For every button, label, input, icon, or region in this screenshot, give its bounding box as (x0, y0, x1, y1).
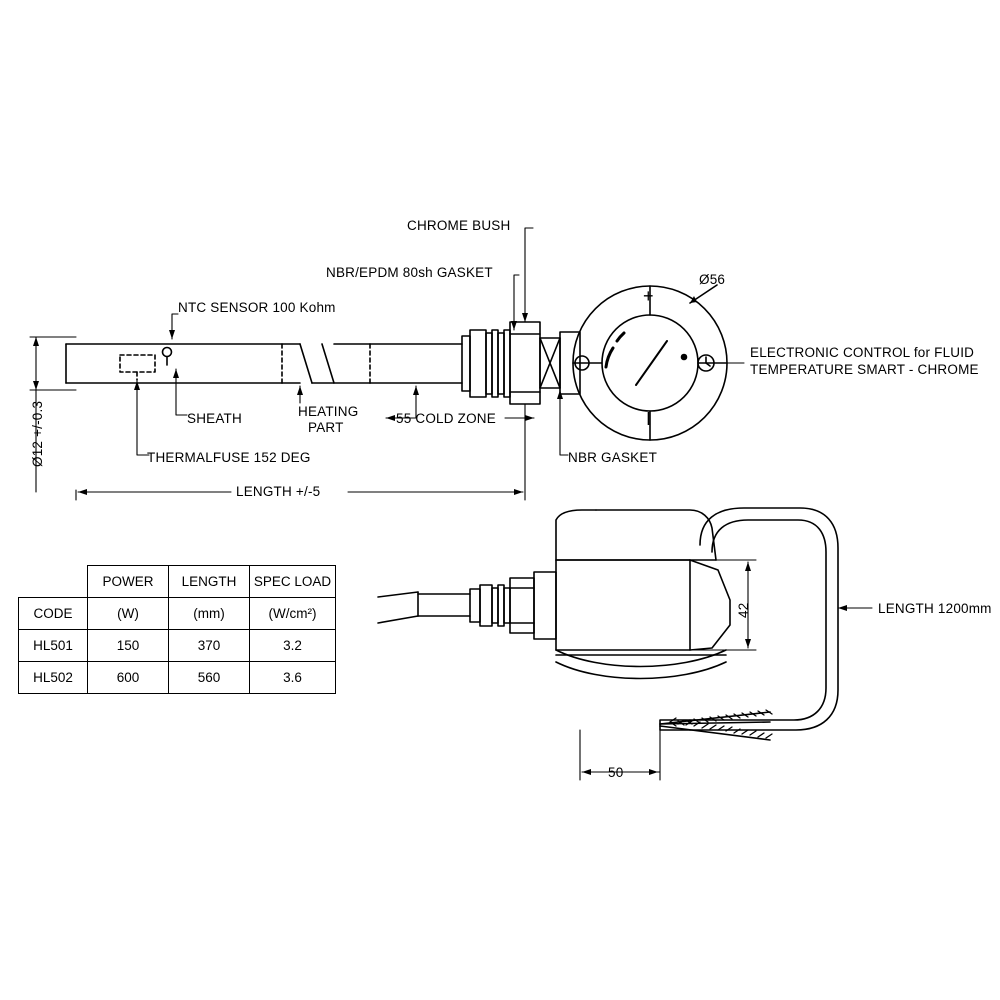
table-cell-code: CODE (19, 598, 88, 630)
knob-minus-icon: I (646, 409, 652, 429)
table-header-spec-load: SPEC LOAD (250, 566, 336, 598)
table-cell-length-unit: (mm) (169, 598, 250, 630)
label-length-tolerance: LENGTH +/-5 (236, 484, 321, 499)
table-cell-length-1: 560 (169, 662, 250, 694)
table-units-row (19, 598, 336, 630)
table-cell-length-0: 370 (169, 630, 250, 662)
label-dim-50: 50 (608, 765, 624, 780)
knob-plus-icon: + (643, 286, 654, 306)
label-nbr-epdm-gasket: NBR/EPDM 80sh GASKET (326, 265, 493, 280)
label-ntc-sensor: NTC SENSOR 100 Kohm (178, 300, 336, 315)
label-electronic-control-line1: ELECTRONIC CONTROL for FLUID (750, 345, 975, 360)
table-header-power: POWER (88, 566, 169, 598)
label-chrome-bush: CHROME BUSH (407, 218, 511, 233)
label-cable-length: LENGTH 1200mm (878, 601, 992, 616)
table-header-blank (19, 566, 88, 598)
label-heating-part-line1: HEATING (298, 404, 359, 419)
table-cell-spec-load-unit: (W/cm²) (250, 598, 336, 630)
label-sheath: SHEATH (187, 411, 242, 426)
label-thermalfuse: THERMALFUSE 152 DEG (147, 450, 311, 465)
label-dim-42: 42 (736, 602, 751, 618)
spec-table (18, 565, 336, 694)
table-cell-power-0: 150 (88, 630, 169, 662)
table-row (19, 662, 336, 694)
table-cell-power-unit: (W) (88, 598, 169, 630)
table-row (19, 630, 336, 662)
table-cell-code-0: HL501 (19, 630, 88, 662)
table-cell-spec-load-0: 3.2 (250, 630, 336, 662)
label-heating-part-line2: PART (308, 420, 344, 435)
table-cell-spec-load-1: 3.6 (250, 662, 336, 694)
table-cell-power-1: 600 (88, 662, 169, 694)
label-cold-zone: 55 COLD ZONE (396, 411, 496, 426)
table-cell-code-1: HL502 (19, 662, 88, 694)
table-header-row (19, 566, 336, 598)
label-diameter-56: Ø56 (699, 272, 726, 287)
table-header-length: LENGTH (169, 566, 250, 598)
label-diameter-12: Ø12 +/-0.3 (30, 400, 45, 467)
label-nbr-gasket: NBR GASKET (568, 450, 658, 465)
label-electronic-control-line2: TEMPERATURE SMART - CHROME (750, 362, 979, 377)
